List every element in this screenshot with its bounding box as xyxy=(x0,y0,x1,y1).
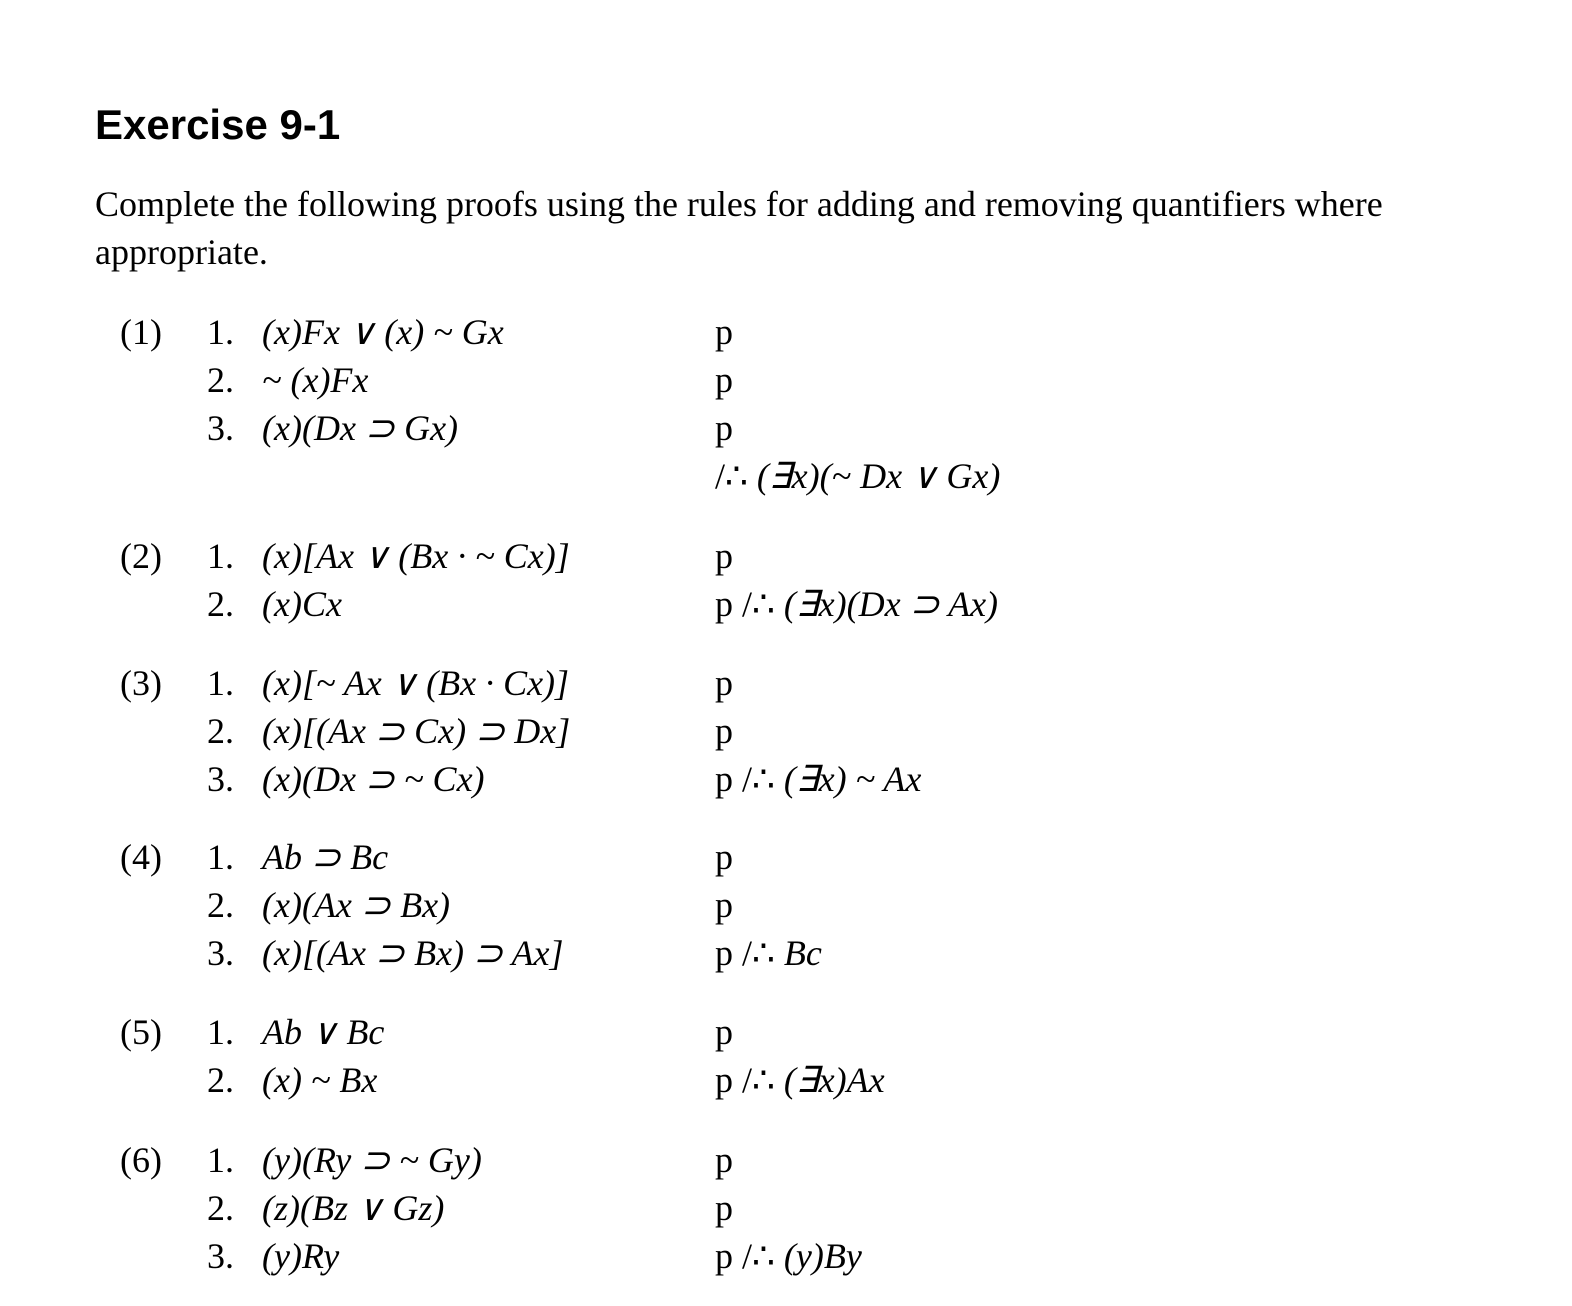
problem-label: (6) xyxy=(120,1140,162,1180)
premise-formula: Ab ∨ Bc xyxy=(262,1012,385,1052)
premise-formula: ~ (x)Fx xyxy=(262,360,369,400)
proof-line xyxy=(120,659,1520,707)
premise-therefore: p /∴ xyxy=(715,584,784,624)
conclusion-formula: (y)By xyxy=(783,1236,862,1276)
premise-therefore: p /∴ xyxy=(715,759,784,799)
justification: p xyxy=(715,1140,733,1180)
line-number: 2. xyxy=(207,711,234,751)
line-number: 1. xyxy=(207,312,234,352)
proof-line xyxy=(120,532,1520,580)
problem-6 xyxy=(120,1136,1520,1280)
proof-line xyxy=(120,356,1520,404)
line-number: 1. xyxy=(207,837,234,877)
conclusion-line xyxy=(120,452,1520,500)
problem-5 xyxy=(120,1008,1520,1104)
proof-line xyxy=(120,881,1520,929)
exercise-title: Exercise 9-1 xyxy=(95,101,341,148)
line-number: 3. xyxy=(207,933,234,973)
justification xyxy=(715,755,921,803)
justification: p xyxy=(715,711,733,751)
proof-line xyxy=(120,929,1520,977)
line-number: 1. xyxy=(207,1140,234,1180)
conclusion-formula: Bc xyxy=(783,933,822,973)
premise-formula: (z)(Bz ∨ Gz) xyxy=(262,1188,445,1228)
justification: p xyxy=(715,1012,733,1052)
premise-formula: (x)[(Ax ⊃ Bx) ⊃ Ax] xyxy=(262,933,564,973)
problem-4 xyxy=(120,833,1520,977)
line-number: 1. xyxy=(207,663,234,703)
proof-line xyxy=(120,1184,1520,1232)
line-number: 3. xyxy=(207,1236,234,1276)
premise-therefore: p /∴ xyxy=(715,1236,784,1276)
premise-therefore: p /∴ xyxy=(715,933,784,973)
exercise-instructions: Complete the following proofs using the rules for adding and removing quantifiers where appropriate. xyxy=(95,184,1383,272)
justification xyxy=(715,452,1000,500)
proof-line xyxy=(120,404,1520,452)
conclusion-formula: (∃x)(Dx ⊃ Ax) xyxy=(783,584,999,624)
premise-formula: (y)(Ry ⊃ ~ Gy) xyxy=(262,1140,482,1180)
justification: p xyxy=(715,408,733,448)
problem-label: (3) xyxy=(120,663,162,703)
line-number: 2. xyxy=(207,360,234,400)
line-number: 1. xyxy=(207,1012,234,1052)
justification: p xyxy=(715,1188,733,1228)
premise-formula: (x)[Ax ∨ (Bx · ~ Cx)] xyxy=(262,536,570,576)
problem-2 xyxy=(120,532,1520,628)
conclusion-formula: (∃x) ~ Ax xyxy=(783,759,922,799)
problem-3 xyxy=(120,659,1520,803)
premise-formula: (x)(Dx ⊃ Gx) xyxy=(262,408,459,448)
line-number: 3. xyxy=(207,408,234,448)
justification: p xyxy=(715,312,733,352)
problem-1 xyxy=(120,308,1520,500)
problem-label: (5) xyxy=(120,1012,162,1052)
premise-formula: (x)Fx ∨ (x) ~ Gx xyxy=(262,312,504,352)
justification xyxy=(715,580,998,628)
line-number: 1. xyxy=(207,536,234,576)
conclusion-formula: (∃x)(~ Dx ∨ Gx) xyxy=(756,456,1001,496)
premise-formula: (x)[~ Ax ∨ (Bx · Cx)] xyxy=(262,663,570,703)
problem-label: (1) xyxy=(120,312,162,352)
line-number: 2. xyxy=(207,1188,234,1228)
premise-formula: (x)(Ax ⊃ Bx) xyxy=(262,885,451,925)
justification: p xyxy=(715,885,733,925)
premise-formula: (x)(Dx ⊃ ~ Cx) xyxy=(262,759,485,799)
justification xyxy=(715,929,822,977)
proof-line xyxy=(120,1008,1520,1056)
justification xyxy=(715,1232,862,1280)
justification: p xyxy=(715,837,733,877)
proof-line xyxy=(120,1232,1520,1280)
proof-line xyxy=(120,580,1520,628)
proof-line xyxy=(120,755,1520,803)
justification: p xyxy=(715,536,733,576)
premise-formula: (x)[(Ax ⊃ Cx) ⊃ Dx] xyxy=(262,711,571,751)
premise-formula: (x)Cx xyxy=(262,584,342,624)
proof-line xyxy=(120,707,1520,755)
problem-label: (2) xyxy=(120,536,162,576)
problem-label: (4) xyxy=(120,837,162,877)
justification: p xyxy=(715,360,733,400)
premise-formula: (y)Ry xyxy=(262,1236,340,1276)
proof-line xyxy=(120,1136,1520,1184)
justification: p xyxy=(715,663,733,703)
therefore-symbol: /∴ xyxy=(715,456,757,496)
proof-line xyxy=(120,1056,1520,1104)
premise-therefore: p /∴ xyxy=(715,1060,784,1100)
line-number: 2. xyxy=(207,1060,234,1100)
conclusion-formula: (∃x)Ax xyxy=(783,1060,885,1100)
line-number: 2. xyxy=(207,885,234,925)
line-number: 3. xyxy=(207,759,234,799)
line-number: 2. xyxy=(207,584,234,624)
proof-line xyxy=(120,308,1520,356)
proof-line xyxy=(120,833,1520,881)
premise-formula: (x) ~ Bx xyxy=(262,1060,378,1100)
premise-formula: Ab ⊃ Bc xyxy=(262,837,389,877)
justification xyxy=(715,1056,885,1104)
